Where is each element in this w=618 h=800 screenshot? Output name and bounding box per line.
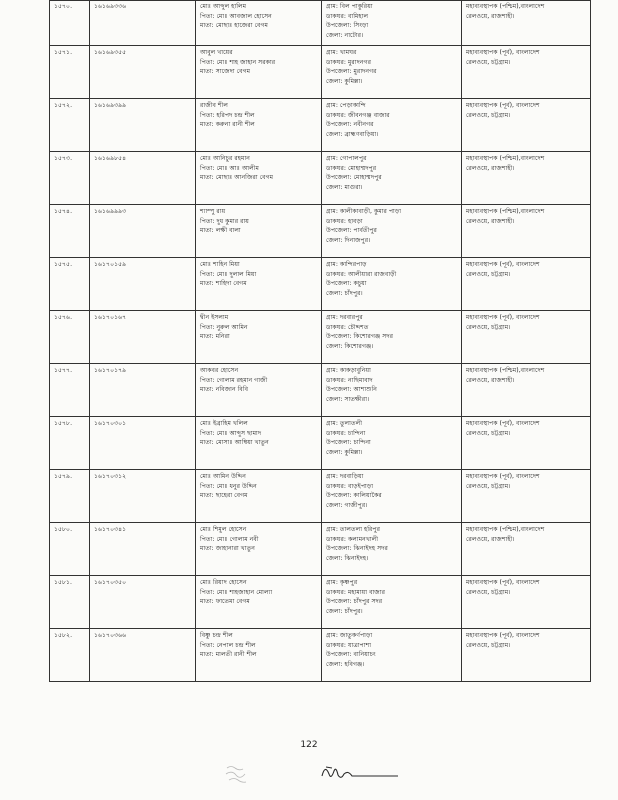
name-cell <box>196 311 322 364</box>
posting-office: মহাব্যবস্থাপক (পূর্ব), বাংলাদেশ <box>466 314 540 321</box>
table-row <box>50 152 591 205</box>
upazila: উপজেলা: কচুয়া <box>326 280 367 288</box>
father-name: পিতা: মোঃ গোলাম নবী <box>200 535 259 543</box>
serial-cell <box>50 46 90 99</box>
serial-number: ১৫৭৭. <box>54 367 73 374</box>
name-cell <box>196 205 322 258</box>
mother-name: মাতা: ছাহেরা বেগম <box>200 492 248 500</box>
father-name: পিতা: মোঃ আঃ আলীম <box>200 164 259 172</box>
posting-cell <box>462 576 591 629</box>
post-office: ডাকঘর: কলামনখালী <box>326 535 379 543</box>
roll-cell <box>90 205 196 258</box>
upazila: উপজেলা: আশাশুনি <box>326 386 377 394</box>
post-office: ডাকঘর: বামিহাল <box>326 12 369 20</box>
post-office: ডাকঘর: আলীয়ারা রাজবাড়ী <box>326 270 397 278</box>
roll-number: ১৬১৭০৩১২ <box>94 473 127 480</box>
candidate-name: মোঃ শিমুল হোসেন <box>200 526 247 533</box>
mother-name: মাতা: করুনা রানী শীল <box>200 121 255 129</box>
serial-cell <box>50 311 90 364</box>
posting-location: রেলওয়ে, রাজশাহী। <box>466 376 515 384</box>
serial-number: ১৫৭৫. <box>54 261 73 268</box>
address-cell <box>322 470 462 523</box>
serial-cell <box>50 364 90 417</box>
roll-number: ১৬১৬৯৮৫৪ <box>94 155 127 162</box>
posting-office: মহাব্যবস্থাপক (পশ্চিম),বাংলাদেশ <box>466 208 545 215</box>
name-cell <box>196 152 322 205</box>
posting-cell <box>462 523 591 576</box>
mother-name: মাতা: মনিরা <box>200 333 230 341</box>
candidate-name: বিষ্ণু চন্দ্র শীল <box>200 632 233 639</box>
roll-number: ১৬১৭০৩৫০ <box>94 579 127 586</box>
name-cell <box>196 629 322 682</box>
father-name: পিতা: নেপাল চন্দ্র শীল <box>200 641 256 649</box>
roll-number: ১৬১৬৯৩৩৬ <box>94 3 127 10</box>
post-office: ডাকঘর: মোহাম্মদপুর <box>326 164 377 172</box>
upazila: উপজেলা: কিশোরগঞ্জ সদর <box>326 333 393 341</box>
roll-number: ১৬১৭০৩৪১ <box>94 526 127 533</box>
district: জেলা: কুমিল্লা। <box>326 448 363 456</box>
district: জেলা: নাটোর। <box>326 31 364 39</box>
address-cell <box>322 46 462 99</box>
table-body <box>50 1 591 682</box>
village: গ্রাম: কাকড়াবুনিয়া <box>326 367 371 374</box>
village: গ্রাম: খামঘর <box>326 49 357 56</box>
serial-number: ১৫৭০. <box>54 3 73 10</box>
posting-office: মহাব্যবস্থাপক (পূর্ব), বাংলাদেশ <box>466 579 540 586</box>
post-office: ডাকঘর: হাবড়া <box>326 217 363 225</box>
father-name: পিতা: গোলাম রহমান গাজী <box>200 376 268 384</box>
upazila: উপজেলা: বানিয়াচং <box>326 651 376 659</box>
table-row <box>50 470 591 523</box>
district: জেলা: ব্রাহ্মণবাড়িয়া। <box>326 130 379 138</box>
serial-number: ১৫৭৪. <box>54 208 73 215</box>
address-cell <box>322 258 462 311</box>
district: জেলা: হবিগঞ্জ। <box>326 660 365 668</box>
name-cell <box>196 576 322 629</box>
candidate-name: মোঃ আব্দুল হালিম <box>200 3 247 10</box>
name-cell <box>196 470 322 523</box>
address-cell <box>322 99 462 152</box>
posting-cell <box>462 629 591 682</box>
upazila: উপজেলা: মোহাম্মদপুর <box>326 174 382 182</box>
posting-cell <box>462 1 591 46</box>
serial-cell <box>50 152 90 205</box>
candidate-table <box>49 0 591 682</box>
posting-office: মহাব্যবস্থাপক (পূর্ব), বাংলাদেশ <box>466 473 540 480</box>
roll-number: ১৬১৬৯৯৯৩ <box>94 208 127 215</box>
posting-office: মহাব্যবস্থাপক (পূর্ব), বাংলাদেশ <box>466 420 540 427</box>
post-office: ডাকঘর: মুরাদনগর <box>326 58 371 66</box>
post-office: ডাকঘর: চান্দিনা <box>326 429 366 437</box>
mother-name: মাতা: মোছাঃ আনজিরা বেগম <box>200 174 274 182</box>
serial-cell <box>50 523 90 576</box>
posting-location: রেলওয়ে, রাজশাহী। <box>466 535 515 543</box>
roll-cell <box>90 99 196 152</box>
district: জেলা: কুমিল্লা। <box>326 77 363 85</box>
mother-name: মাতা: মোসাঃ আম্বিয়া খাতুন <box>200 439 269 447</box>
name-cell <box>196 46 322 99</box>
posting-location: রেলওয়ে, রাজশাহী। <box>466 12 515 20</box>
mother-name: মাতা: শাহিদা বেগম <box>200 280 247 288</box>
candidate-name: দ্বীন ইসলাম <box>200 314 229 321</box>
serial-number: ১৫৭২. <box>54 102 73 109</box>
table-row <box>50 258 591 311</box>
district: জেলা: চাঁদপুর। <box>326 289 363 297</box>
district: জেলা: মাগুরা। <box>326 183 363 191</box>
roll-number: ১৬১৭০৩৬৬ <box>94 632 127 639</box>
father-name: পিতা: মোঃ আবজাল হোসেন <box>200 12 272 20</box>
roll-number: ১৬১৬৯৩৯৯ <box>94 102 127 109</box>
serial-number: ১৫৭৯. <box>54 473 73 480</box>
upazila: উপজেলা: নবীনগর <box>326 121 374 129</box>
upazila: উপজেলা: পার্বতীপুর <box>326 227 377 235</box>
candidate-name: মোঃ রিয়াদ হোসেন <box>200 579 247 586</box>
mother-name: মাতা: সাজেদা বেগম <box>200 68 251 76</box>
posting-cell <box>462 152 591 205</box>
posting-cell <box>462 205 591 258</box>
father-name: পিতা: দুধ কুমার রায় <box>200 217 249 225</box>
posting-office: মহাব্যবস্থাপক (পূর্ব), বাংলাদেশ <box>466 102 540 109</box>
table-row <box>50 417 591 470</box>
candidate-name: রাজীব শীল <box>200 102 228 109</box>
post-office: ডাকঘর: যাত্রাপাশা <box>326 641 372 649</box>
posting-location: রেলওয়ে, চট্টগ্রাম। <box>466 111 511 119</box>
name-cell <box>196 417 322 470</box>
father-name: পিতা: নুরুল আমিন <box>200 323 248 331</box>
district: জেলা: দিনাজপুর। <box>326 236 371 244</box>
posting-office: মহাব্যবস্থাপক (পশ্চিম),বাংলাদেশ <box>466 3 545 10</box>
village: গ্রাম: জাতুকর্ণপাড়া <box>326 632 373 639</box>
name-cell <box>196 364 322 417</box>
table-row <box>50 576 591 629</box>
address-cell <box>322 629 462 682</box>
posting-cell <box>462 258 591 311</box>
candidate-name: মোঃ আনিচুর রহমান <box>200 155 250 162</box>
serial-cell <box>50 417 90 470</box>
mother-name: মাতা: জাহানারা খাতুন <box>200 545 255 553</box>
posting-location: রেলওয়ে, চট্টগ্রাম। <box>466 588 511 596</box>
candidate-name: মোঃ শাহিন মিয়া <box>200 261 240 268</box>
posting-cell <box>462 311 591 364</box>
posting-office: মহাব্যবস্থাপক (পূর্ব), বাংলাদেশ <box>466 49 540 56</box>
posting-cell <box>462 417 591 470</box>
candidate-name: শ্যাম্পু রায় <box>200 208 226 215</box>
district: জেলা: কিশোরগঞ্জ। <box>326 342 374 350</box>
posting-location: রেলওয়ে, চট্টগ্রাম। <box>466 270 511 278</box>
posting-office: মহাব্যবস্থাপক (পশ্চিম),বাংলাদেশ <box>466 367 545 374</box>
name-cell <box>196 523 322 576</box>
table-row <box>50 629 591 682</box>
roll-cell <box>90 629 196 682</box>
post-office: ডাকঘর: বাড়ইপাড়া <box>326 482 374 490</box>
roll-number: ১৬১৭০১৬৭ <box>94 314 127 321</box>
table-row <box>50 364 591 417</box>
name-cell <box>196 258 322 311</box>
candidate-name: আকবর হোসেন <box>200 367 239 374</box>
name-cell <box>196 99 322 152</box>
mother-name: মাতা: ফাতেমা বেগম <box>200 598 250 606</box>
posting-location: রেলওয়ে, চট্টগ্রাম। <box>466 641 511 649</box>
posting-office: মহাব্যবস্থাপক (পূর্ব), বাংলাদেশ <box>466 261 540 268</box>
post-office: ডাকঘর: জীবনগঞ্জ বাজার <box>326 111 390 119</box>
address-cell <box>322 1 462 46</box>
district: জেলা: গাজীপুর। <box>326 501 368 509</box>
table-row <box>50 523 591 576</box>
post-office: ডাকঘর: মহামায়া বাজার <box>326 588 386 596</box>
upazila: উপজেলা: চাঁদপুর সদর <box>326 598 383 606</box>
village: গ্রাম: তালতলা হরিপুর <box>326 526 381 533</box>
posting-location: রেলওয়ে, রাজশাহী। <box>466 217 515 225</box>
serial-cell <box>50 99 90 152</box>
address-cell <box>322 364 462 417</box>
father-name: পিতা: মোঃ শাহজাহান মোল্যা <box>200 588 273 596</box>
serial-cell <box>50 1 90 46</box>
father-name: পিতা: মোঃ শাহ জাহান সরকার <box>200 58 276 66</box>
roll-cell <box>90 311 196 364</box>
mother-name: মাতা: মালতী রানী শীল <box>200 651 257 659</box>
roll-cell <box>90 576 196 629</box>
serial-number: ১৫৭৮. <box>54 420 73 427</box>
roll-cell <box>90 258 196 311</box>
mother-name: মাতা: মোছাঃ হাজেরা বেগম <box>200 22 268 30</box>
mother-name: মাতা: নবিজান বিবি <box>200 386 249 394</box>
stamp-smudge <box>224 762 254 786</box>
posting-cell <box>462 364 591 417</box>
roll-cell <box>90 470 196 523</box>
address-cell <box>322 205 462 258</box>
district: জেলা: সাতক্ষীরা। <box>326 395 370 403</box>
roll-cell <box>90 364 196 417</box>
roll-number: ১৬১৭০১৫৯ <box>94 261 127 268</box>
roll-number: ১৬১৬৯৩৫৫ <box>94 49 127 56</box>
mother-name: মাতা: লক্ষী বালা <box>200 227 241 235</box>
village: গ্রাম: কৃষ্ণপুর <box>326 579 358 586</box>
serial-cell <box>50 576 90 629</box>
village: গ্রাম: বিল পাকুরিয়া <box>326 3 373 10</box>
candidate-name: আবুল খায়ের <box>200 49 233 56</box>
father-name: পিতা: হরিপদ চন্দ্র শীল <box>200 111 255 119</box>
serial-number: ১৫৮১. <box>54 579 73 586</box>
posting-location: রেলওয়ে, চট্টগ্রাম। <box>466 58 511 66</box>
roll-cell <box>90 46 196 99</box>
upazila: উপজেলা: মুরাদনগর <box>326 68 377 76</box>
address-cell <box>322 523 462 576</box>
father-name: পিতা: মোঃ দুলাল মিয়া <box>200 270 257 278</box>
father-name: পিতা: মোঃ আব্দুস ছামাদ <box>200 429 262 437</box>
posting-location: রেলওয়ে, চট্টগ্রাম। <box>466 323 511 331</box>
serial-cell <box>50 470 90 523</box>
village: গ্রাম: গোপালপুর <box>326 155 367 162</box>
table-row <box>50 99 591 152</box>
roll-cell <box>90 152 196 205</box>
posting-cell <box>462 99 591 152</box>
roll-number: ১৬১৭০১৭৯ <box>94 367 127 374</box>
upazila: উপজেলা: সিংড়া <box>326 22 369 30</box>
posting-location: রেলওয়ে, রাজশাহী। <box>466 164 515 172</box>
serial-cell <box>50 629 90 682</box>
table-row <box>50 46 591 99</box>
roll-cell <box>90 1 196 46</box>
village: গ্রাম: কান্দিরপাড় <box>326 261 367 268</box>
upazila: উপজেলা: ঝিনাইদহ সদর <box>326 545 388 553</box>
posting-office: মহাব্যবস্থাপক (পশ্চিম),বাংলাদেশ <box>466 526 545 533</box>
candidate-name: মোঃ আমিন উদ্দিন <box>200 473 246 480</box>
upazila: উপজেলা: কালিয়াকৈর <box>326 492 382 500</box>
page-number: 122 <box>300 740 318 750</box>
address-cell <box>322 417 462 470</box>
serial-cell <box>50 258 90 311</box>
posting-location: রেলওয়ে, চট্টগ্রাম। <box>466 482 511 490</box>
posting-cell <box>462 46 591 99</box>
document-page <box>49 0 590 682</box>
candidate-name: মোঃ ইব্রাহিম খলিল <box>200 420 248 427</box>
father-name: পিতা: মোঃ ধনুর উদ্দিন <box>200 482 257 490</box>
district: জেলা: ঝিনাইদহ। <box>326 554 369 562</box>
serial-number: ১৫৮২. <box>54 632 73 639</box>
posting-cell <box>462 470 591 523</box>
posting-office: মহাব্যবস্থাপক (পূর্ব), বাংলাদেশ <box>466 632 540 639</box>
table-row <box>50 311 591 364</box>
posting-location: রেলওয়ে, চট্টগ্রাম। <box>466 429 511 437</box>
serial-cell <box>50 205 90 258</box>
address-cell <box>322 576 462 629</box>
post-office: ডাকঘর: চৌদ্দশত <box>326 323 369 331</box>
address-cell <box>322 311 462 364</box>
table-row <box>50 205 591 258</box>
serial-number: ১৫৭১. <box>54 49 73 56</box>
serial-number: ১৫৭৬. <box>54 314 73 321</box>
roll-cell <box>90 523 196 576</box>
posting-office: মহাব্যবস্থাপক (পশ্চিম),বাংলাদেশ <box>466 155 545 162</box>
roll-number: ১৬১৭০৩০১ <box>94 420 127 427</box>
village: গ্রাম: দরবারপুর <box>326 314 363 321</box>
signature <box>318 762 408 784</box>
village: গ্রাম: তুলাতলী <box>326 420 362 427</box>
table-row <box>50 1 591 46</box>
serial-number: ১৫৮০. <box>54 526 73 533</box>
village: গ্রাম: দরবাড়িয়া <box>326 473 364 480</box>
serial-number: ১৫৭৩. <box>54 155 73 162</box>
village: গ্রাম: কালীকাবাড়ী, কুমার পাড়া <box>326 208 402 215</box>
village: গ্রাম: পেড়াকান্দি <box>326 102 366 109</box>
upazila: উপজেলা: চান্দিনা <box>326 439 371 447</box>
post-office: ডাকঘর: নাছিমাবাদ <box>326 376 373 384</box>
address-cell <box>322 152 462 205</box>
district: জেলা: চাঁদপুর। <box>326 607 363 615</box>
roll-cell <box>90 417 196 470</box>
name-cell <box>196 1 322 46</box>
